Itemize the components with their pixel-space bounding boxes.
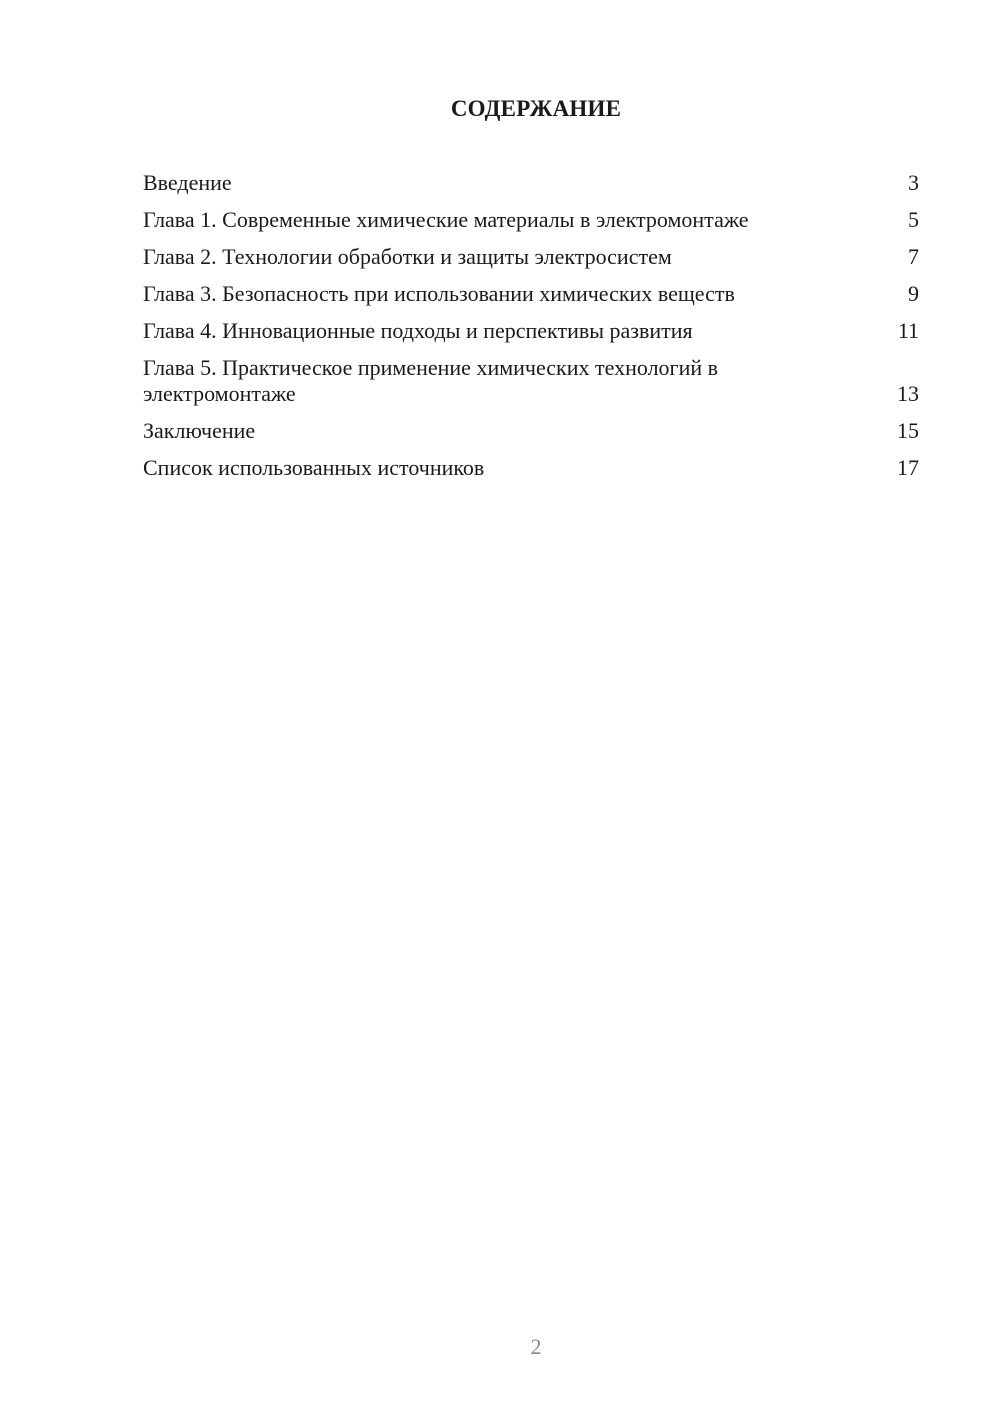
toc-entry-conclusion (143, 418, 919, 444)
toc-entry-introduction (143, 170, 919, 196)
toc-entry-text: Глава 4. Инновационные подходы и перспективы развития (143, 318, 693, 343)
toc-entry-text: Глава 2. Технологии обработки и защиты электросистем (143, 244, 672, 269)
toc-entry-references (143, 455, 919, 481)
toc-entry-page: 3 (908, 170, 919, 195)
toc-entry-page: 11 (897, 318, 919, 343)
toc-entry-text: Введение (143, 170, 232, 195)
toc-entry-page: 9 (908, 281, 919, 306)
toc-entry-page: 13 (897, 381, 919, 406)
toc-entry-chapter-1 (143, 207, 919, 233)
footer-page-number: 2 (530, 1334, 542, 1359)
toc-entry-text: Глава 5. Практическое применение химических технологий в электромонтаже (143, 355, 719, 406)
toc-entry-page: 7 (908, 244, 919, 269)
toc-entry-chapter-4 (143, 318, 919, 344)
toc-entry-chapter-5 (143, 355, 919, 407)
toc-entry-page: 15 (897, 418, 919, 443)
toc-entry-text: Глава 1. Современные химические материалы в электромонтаже (143, 207, 749, 232)
toc-entry-text: Глава 3. Безопасность при использовании химических веществ (143, 281, 735, 306)
toc-entry-page: 17 (897, 455, 919, 480)
toc-entry-chapter-3 (143, 281, 919, 307)
toc-entry-page: 5 (908, 207, 919, 232)
toc-entry-text: Список использованных источников (143, 455, 485, 480)
toc-entry-text: Заключение (143, 418, 256, 443)
table-of-contents (143, 170, 919, 492)
page-title: СОДЕРЖАНИЕ (450, 96, 622, 121)
toc-entry-chapter-2 (143, 244, 919, 270)
